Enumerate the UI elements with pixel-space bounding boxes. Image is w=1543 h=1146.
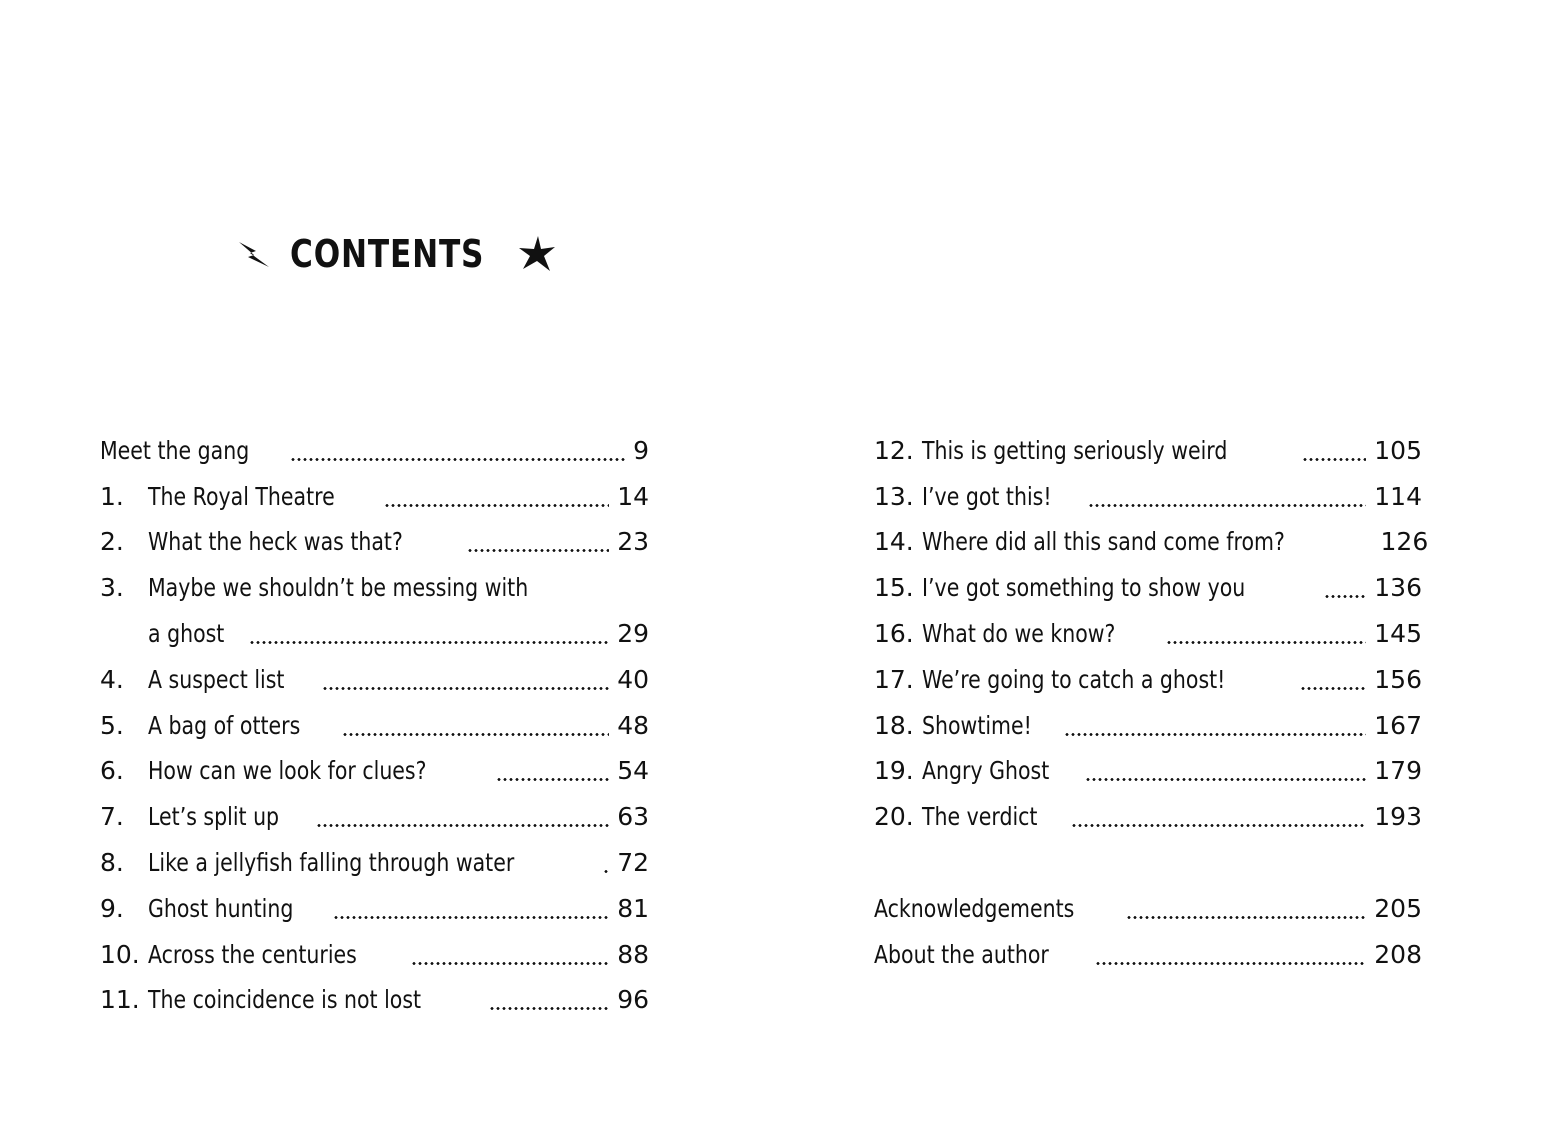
chapter-number: 2. — [100, 527, 124, 557]
entry-title: About the author — [874, 939, 1049, 969]
entry-title: A suspect list — [148, 664, 285, 694]
dot-leader — [467, 549, 609, 552]
toc-entry-chapter-14[interactable] — [874, 515, 1429, 561]
dot-leader — [603, 870, 610, 873]
dot-leader — [384, 504, 609, 507]
chapter-number: 7. — [100, 802, 124, 832]
toc-entry-chapter-4[interactable] — [100, 652, 649, 698]
entry-title: Let’s split up — [148, 802, 280, 832]
dot-leader — [1324, 595, 1366, 598]
contents-heading — [236, 222, 557, 286]
entry-page: 88 — [617, 939, 649, 969]
entry-title: Maybe we shouldn’t be messing with — [148, 573, 529, 603]
entry-title: Across the centuries — [148, 939, 357, 969]
entry-title: Like a jellyfish falling through water — [148, 847, 515, 877]
entry-page: 48 — [617, 710, 649, 740]
star-icon — [517, 234, 557, 274]
dot-leader — [333, 916, 609, 919]
entry-title: Angry Ghost — [922, 756, 1050, 786]
entry-title: How can we look for clues? — [148, 756, 427, 786]
chapter-number: 16. — [874, 618, 914, 648]
chapter-number: 1. — [100, 481, 124, 511]
toc-right-column — [874, 423, 1429, 973]
toc-entry-chapter-9[interactable] — [100, 881, 649, 927]
dot-leader — [1166, 641, 1366, 644]
entry-page: 205 — [1374, 893, 1422, 923]
entry-page: 136 — [1374, 573, 1422, 603]
entry-title: This is getting seriously weird — [922, 435, 1228, 465]
chapter-number: 3. — [100, 573, 124, 603]
toc-entry-chapter-7[interactable] — [100, 789, 649, 835]
toc-entry-chapter-10[interactable] — [100, 927, 649, 973]
chapter-number: 15. — [874, 573, 914, 603]
chapter-number: 4. — [100, 664, 124, 694]
toc-entry-chapter-17[interactable] — [874, 652, 1422, 698]
toc-entry-chapter-1[interactable] — [100, 469, 649, 515]
dot-leader — [1302, 458, 1366, 461]
toc-entry-chapter-19[interactable] — [874, 744, 1422, 790]
toc-entry-chapter-5[interactable] — [100, 698, 649, 744]
entry-title: a ghost — [148, 618, 225, 648]
entry-page: 145 — [1374, 618, 1422, 648]
toc-entry-acknowledgements[interactable] — [874, 881, 1422, 927]
dot-leader — [290, 458, 625, 461]
toc-entry-chapter-15[interactable] — [874, 560, 1422, 606]
chapter-number: 8. — [100, 847, 124, 877]
chapter-number: 9. — [100, 893, 124, 923]
dot-leader — [316, 824, 609, 827]
toc-entry-chapter-12[interactable] — [874, 423, 1422, 469]
chapter-number: 6. — [100, 756, 124, 786]
toc-entry-chapter-3[interactable] — [100, 560, 649, 606]
toc-entry-chapter-18[interactable] — [874, 698, 1422, 744]
dot-leader — [322, 687, 609, 690]
entry-title: Meet the gang — [100, 435, 250, 465]
entry-page: 96 — [617, 985, 649, 1015]
toc-left-column — [100, 423, 649, 1018]
page-title: CONTENTS — [290, 232, 485, 276]
toc-entry-chapter-11[interactable] — [100, 973, 649, 1019]
entry-title: Acknowledgements — [874, 893, 1075, 923]
dot-leader — [249, 641, 609, 644]
chapter-number: 12. — [874, 435, 914, 465]
entry-page: 126 — [1380, 527, 1429, 557]
dot-leader — [496, 778, 610, 781]
chapter-number: 10. — [100, 939, 140, 969]
entry-page: 63 — [617, 802, 649, 832]
entry-title: A bag of otters — [148, 710, 301, 740]
entry-page: 81 — [617, 893, 649, 923]
entry-title: The Royal Theatre — [148, 481, 335, 511]
entry-title: I’ve got this! — [922, 481, 1052, 511]
dot-leader — [1126, 916, 1366, 919]
chapter-number: 11. — [100, 985, 140, 1015]
entry-title: Where did all this sand come from? — [922, 527, 1285, 557]
toc-entry-chapter-3-continued[interactable] — [100, 606, 649, 652]
entry-page: 179 — [1374, 756, 1422, 786]
chapter-number: 17. — [874, 664, 914, 694]
entry-page: 54 — [617, 756, 649, 786]
toc-entry-chapter-2[interactable] — [100, 515, 649, 561]
toc-entry-chapter-16[interactable] — [874, 606, 1422, 652]
dot-leader — [1095, 962, 1366, 965]
entry-page: 40 — [617, 664, 649, 694]
entry-page: 208 — [1374, 939, 1422, 969]
entry-page: 23 — [617, 527, 649, 557]
entry-page: 167 — [1374, 710, 1422, 740]
entry-page: 105 — [1374, 435, 1422, 465]
dot-leader — [1088, 504, 1366, 507]
chapter-number: 20. — [874, 802, 914, 832]
entry-title: I’ve got something to show you — [922, 573, 1246, 603]
chapter-number: 5. — [100, 710, 124, 740]
dot-leader — [1071, 824, 1366, 827]
chapter-number: 18. — [874, 710, 914, 740]
dot-leader — [1064, 733, 1366, 736]
entry-title: What do we know? — [922, 618, 1116, 648]
entry-page: 29 — [617, 618, 649, 648]
entry-page: 114 — [1374, 481, 1422, 511]
chapter-number: 14. — [874, 527, 914, 557]
dot-leader — [1085, 778, 1366, 781]
toc-entry-chapter-20[interactable] — [874, 789, 1422, 835]
chapter-number: 13. — [874, 481, 914, 511]
dot-leader — [489, 1007, 609, 1010]
entry-title: Showtime! — [922, 710, 1032, 740]
chapter-number: 19. — [874, 756, 914, 786]
toc-entry-about-the-author[interactable] — [874, 927, 1422, 973]
entry-page: 156 — [1374, 664, 1422, 694]
dot-leader — [342, 733, 610, 736]
entry-title: The verdict — [922, 802, 1038, 832]
entry-page: 14 — [617, 481, 649, 511]
entry-page: 72 — [617, 847, 649, 877]
entry-page: 193 — [1374, 802, 1422, 832]
toc-entry-meet-the-gang[interactable] — [100, 423, 649, 469]
toc-entry-chapter-6[interactable] — [100, 744, 649, 790]
entry-title: Ghost hunting — [148, 893, 294, 923]
dot-leader — [411, 962, 610, 965]
toc-entry-chapter-13[interactable] — [874, 469, 1422, 515]
entry-title: We’re going to catch a ghost! — [922, 664, 1226, 694]
chapter-number — [100, 646, 148, 652]
entry-title: The coincidence is not lost — [148, 985, 422, 1015]
dot-leader — [1300, 687, 1366, 690]
lightning-bolt-icon — [236, 236, 272, 272]
entry-title: What the heck was that? — [148, 527, 403, 557]
entry-page: 9 — [633, 435, 649, 465]
toc-entry-chapter-8[interactable] — [100, 835, 649, 881]
